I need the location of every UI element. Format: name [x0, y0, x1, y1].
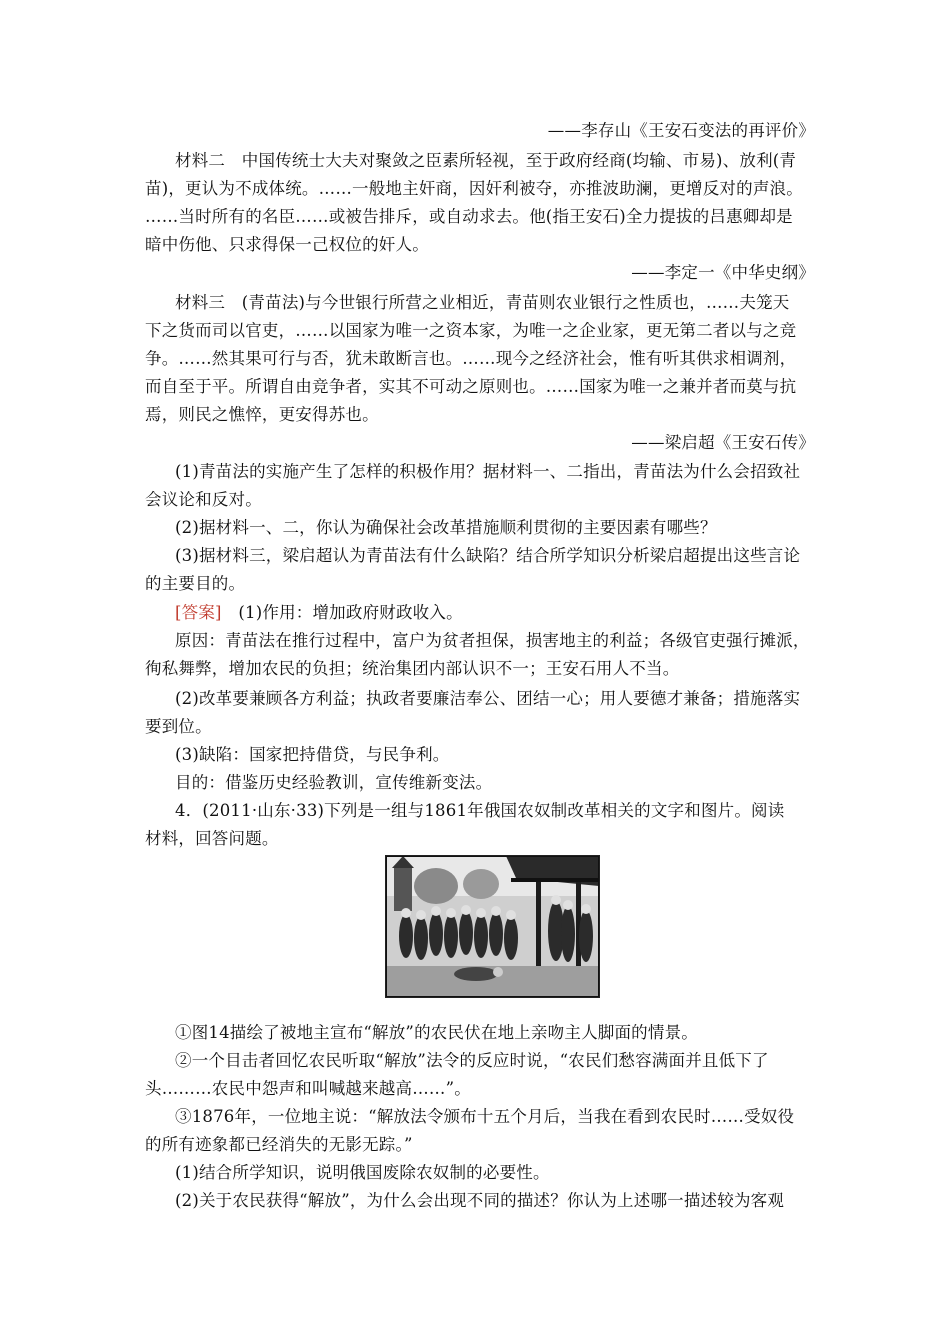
source-citation-1: ——李存山《王安石变法的再评价》	[547, 121, 815, 140]
material-2-line: 材料二 中国传统士大夫对聚敛之臣素所轻视，至于政府经商(均输、市易)、放利(青	[175, 151, 797, 170]
answer-tag: [答案]	[175, 603, 222, 622]
answer-1	[175, 600, 815, 626]
answer-2-line: (2)改革要兼顾各方利益；执政者要廉洁奉公、团结一心；用人要德才兼备；措施落实	[175, 689, 801, 708]
material-3-line: 而自至于平。所谓自由竞争者，实其不可动之原则也。……国家为唯一之兼并者而莫与抗	[145, 377, 797, 396]
question-4-item: 的所有迹象都已经消失的无影无踪。”	[145, 1135, 413, 1154]
question-1-line: 会议论和反对。	[145, 490, 262, 509]
question-4-intro-line: 材料，回答问题。	[145, 829, 279, 848]
answer-reason-line: 徇私舞弊，增加农民的负担；统治集团内部认识不一；王安石用人不当。	[145, 659, 680, 678]
answer-purpose: 目的：借鉴历史经验教训，宣传维新变法。	[175, 773, 493, 792]
question-4-sub-1: (1)结合所学知识，说明俄国废除农奴制的必要性。	[175, 1163, 550, 1182]
question-3-line: 的主要目的。	[145, 574, 246, 593]
material-2-line: 暗中伤他、只求得保一己权位的奸人。	[145, 235, 429, 254]
question-4-item: ③1876年，一位地主说：“解放法令颁布十五个月后，当我在看到农民时……受奴役	[175, 1107, 795, 1126]
material-3-line: 下之货而司以官吏，……以国家为唯一之资本家，为唯一之企业家，更无第二者以与之竞	[145, 321, 797, 340]
question-4-item: ①图14描绘了被地主宣布“解放”的农民伏在地上亲吻主人脚面的情景。	[175, 1023, 698, 1042]
question-1-line: (1)青苗法的实施产生了怎样的积极作用？据材料一、二指出，青苗法为什么会招致社	[175, 462, 801, 481]
source-citation-2: ——李定一《中华史纲》	[631, 263, 815, 282]
question-2: (2)据材料一、二，你认为确保社会改革措施顺利贯彻的主要因素有哪些？	[175, 518, 717, 537]
answer-2-line: 要到位。	[145, 717, 212, 736]
engraving-image	[386, 856, 599, 997]
question-4-item: ②一个目击者回忆农民听取“解放”法令的反应时说，“农民们愁容满面并且低下了	[175, 1051, 769, 1070]
answer-3: (3)缺陷：国家把持借贷，与民争利。	[175, 745, 450, 764]
engraving-illustration	[385, 855, 600, 998]
material-2-line: 苗)，更认为不成体统。……一般地主奸商，因奸利被夺，亦推波助澜，更增反对的声浪。	[145, 179, 803, 198]
question-4-intro-line: 4．(2011·山东·33)下列是一组与1861年俄国农奴制改革相关的文字和图片。阅读	[175, 801, 785, 820]
material-2-line: ……当时所有的名臣……或被告排斥，或自动求去。他(指王安石)全力提拔的吕惠卿却是	[145, 207, 793, 226]
source-citation-3: ——梁启超《王安石传》	[631, 433, 815, 452]
material-3-line: 材料三 (青苗法)与今世银行所营之业相近，青苗则农业银行之性质也，……夫笼天	[175, 293, 790, 312]
question-4-item: 头………农民中怨声和叫喊越来越高……”。	[145, 1079, 471, 1098]
question-3-line: (3)据材料三，梁启超认为青苗法有什么缺陷？结合所学知识分析梁启超提出这些言论	[175, 546, 801, 565]
answer-reason-line: 原因：青苗法在推行过程中，富户为贫者担保，损害地主的利益；各级官吏强行摊派，	[175, 631, 810, 650]
answer-1-text: (1)作用：增加政府财政收入。	[238, 603, 463, 622]
question-4-sub-2: (2)关于农民获得“解放”，为什么会出现不同的描述？你认为上述哪一描述较为客观	[175, 1191, 785, 1210]
material-3-line: 焉，则民之憔悴，更安得苏也。	[145, 405, 379, 424]
material-3-line: 争。……然其果可行与否，犹未敢断言也。……现今之经济社会，惟有听其供求相调剂，	[145, 349, 797, 368]
